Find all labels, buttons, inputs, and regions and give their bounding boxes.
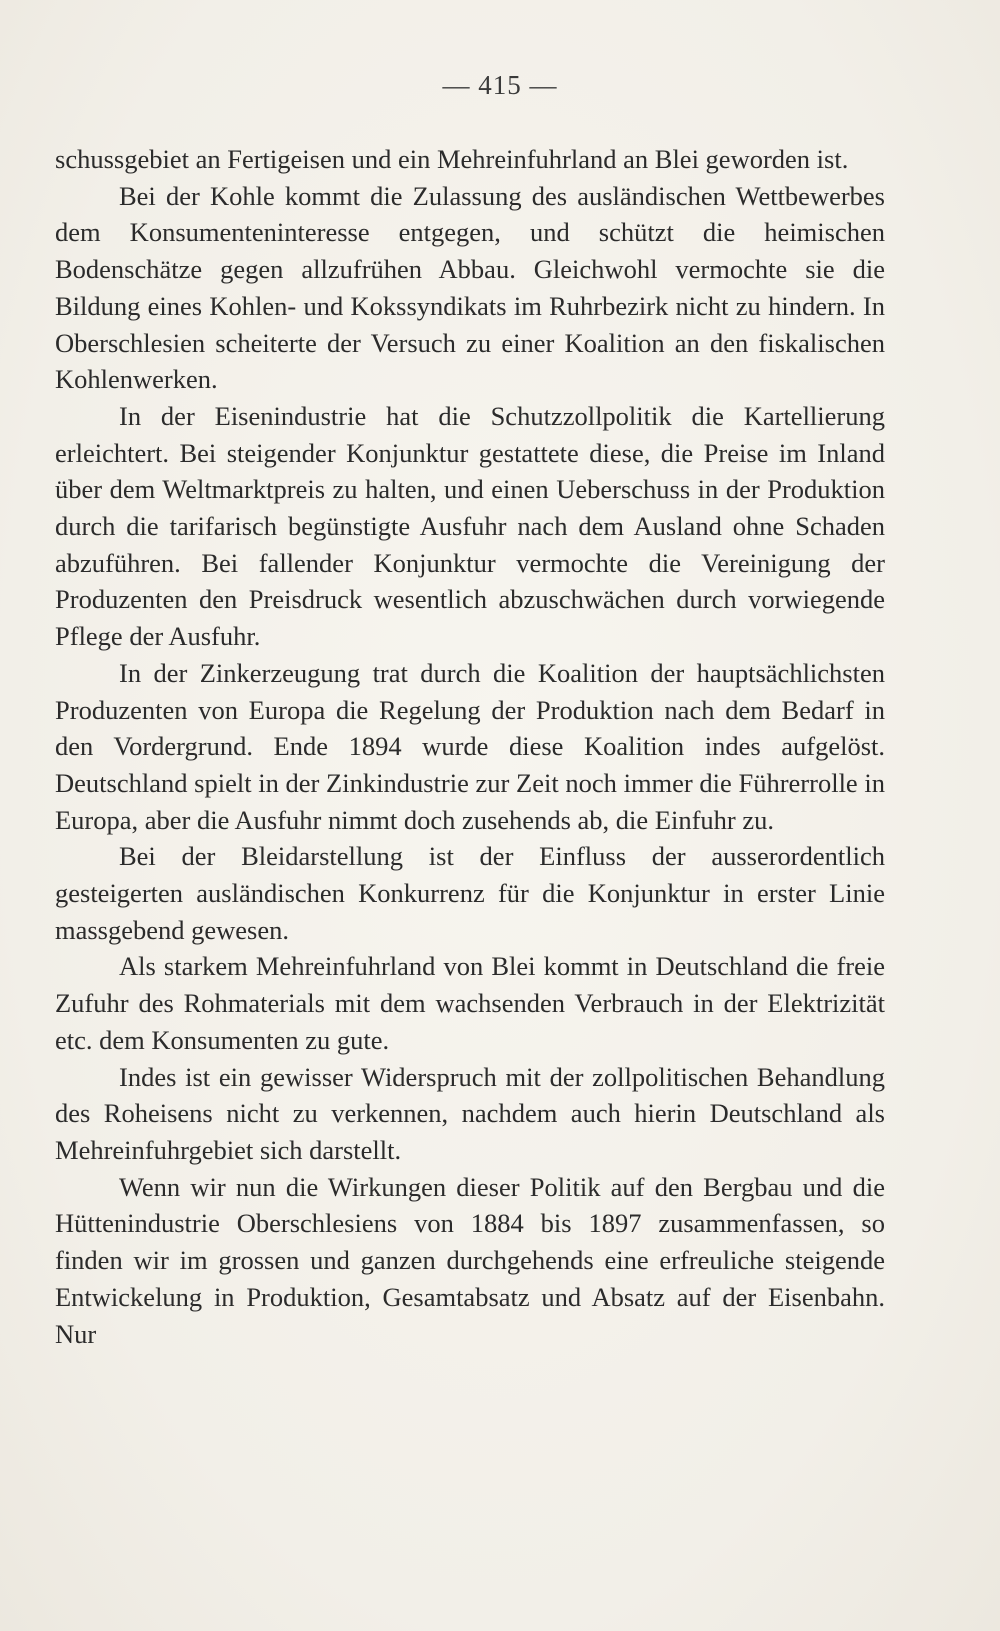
body-text bbox=[55, 141, 885, 1352]
paragraph-eisenindustrie: In der Eisenindustrie hat die Schutzzollpolitik die Kartellierung erleichtert. Bei steigender Konjunktur gestattete diese, die Preise im Inland über dem Weltmarktpreis zu halten, und einen Ueberschuss in der Produktion durch die tarifarisch begünstigte Ausfuhr nach dem Ausland ohne Schaden abzuführen. Bei fallender Konjunktur vermochte die Vereinigung der Produzenten den Preisdruck wesentlich abzuschwächen durch vorwiegende Pflege der Ausfuhr. bbox=[55, 400, 885, 652]
paragraph-bleidarstellung: Bei der Bleidarstellung ist der Einfluss der ausserordentlich gesteigerten ausländischen Konkurrenz für die Konjunktur in erster Linie massgebend gewesen. bbox=[55, 841, 885, 945]
paragraph-zinkerzeugung: In der Zinkerzeugung trat durch die Koalition der hauptsächlichsten Produzenten von Europa die Regelung der Produktion nach dem Bedarf in den Vordergrund. Ende 1894 wurde diese Koalition indes aufgelöst. Deutschland spielt in der Zinkindustrie zur Zeit noch immer die Führerrolle in Europa, aber die Ausfuhr nimmt doch zusehends ab, die Einfuhr zu. bbox=[55, 657, 885, 835]
paragraph-wirkungen: Wenn wir nun die Wirkungen dieser Politik auf den Bergbau und die Hüttenindustrie Oberschlesiens von 1884 bis 1897 zusammenfassen, so finden wir im grossen und ganzen durchgehends eine erfreuliche steigende Entwickelung in Produktion, Gesamtabsatz und Absatz auf der Eisenbahn. Nur bbox=[55, 1171, 885, 1349]
page-number-header: — 415 — bbox=[442, 70, 558, 100]
paragraph-widerspruch: Indes ist ein gewisser Widerspruch mit der zollpolitischen Behandlung des Roheisens nicht zu verkennen, nachdem auch hierin Deutschland als Mehreinfuhrgebiet sich darstellt. bbox=[55, 1061, 885, 1165]
paragraph-continuation: schussgebiet an Fertigeisen und ein Mehreinfuhrland an Blei geworden ist. bbox=[55, 144, 849, 174]
paragraph-kohle: Bei der Kohle kommt die Zulassung des ausländischen Wettbewerbes dem Konsumenteninteresse entgegen, und schützt die heimischen Bodenschätze gegen allzufrühen Abbau. Gleichwohl vermochte sie die Bildung eines Kohlen- und Kokssyndikats im Ruhrbezirk nicht zu hindern. In Oberschlesien scheiterte der Versuch zu einer Koalition an den fiskalischen Kohlenwerken. bbox=[55, 180, 885, 395]
paragraph-mehreinfuhrland: Als starkem Mehreinfuhrland von Blei kommt in Deutschland die freie Zufuhr des Rohmaterials mit dem wachsenden Verbrauch in der Elektrizität etc. dem Konsumenten zu gute. bbox=[55, 951, 885, 1055]
